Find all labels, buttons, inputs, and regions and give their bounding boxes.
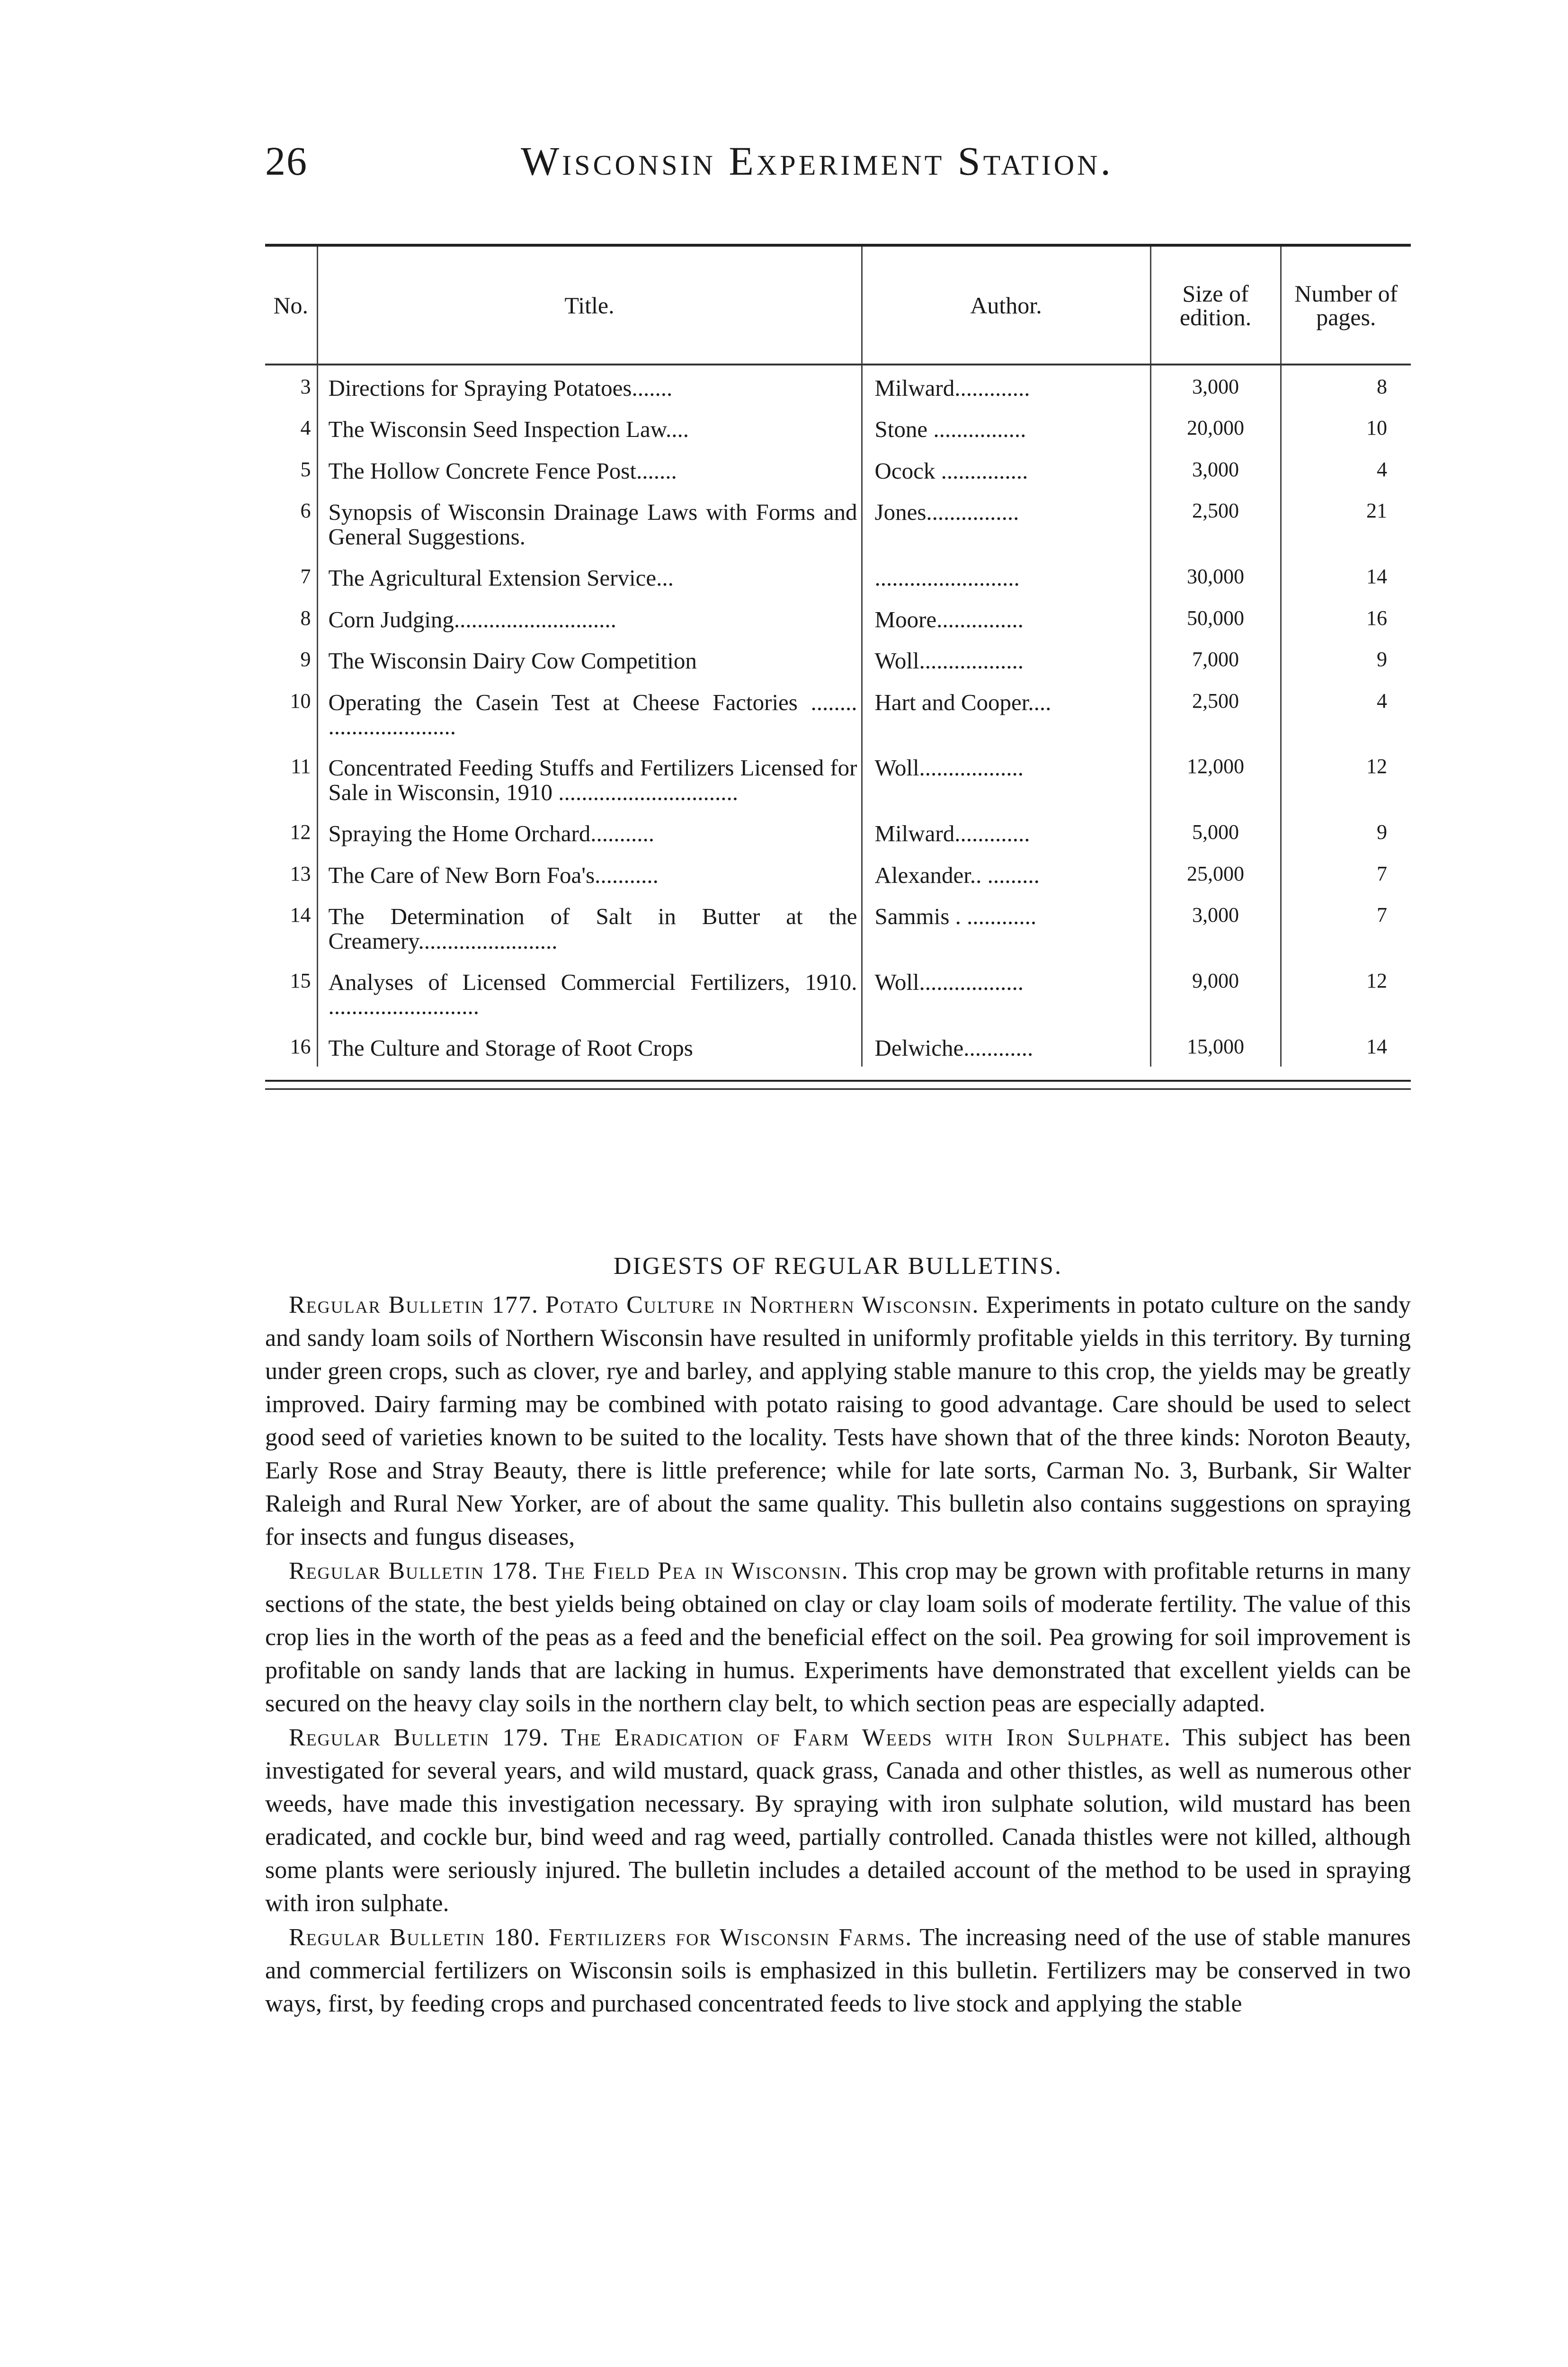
cell-no: 3 [300, 375, 311, 398]
cell-size: 3,000 [1150, 448, 1281, 489]
cell-title: The Wisconsin Dairy Cow Competition [317, 638, 862, 679]
cell-no: 16 [290, 1034, 311, 1058]
cell-no: 13 [290, 862, 311, 885]
table-row [265, 680, 1411, 746]
cell-no: 7 [300, 565, 311, 588]
cell-pages: 4 [1281, 448, 1411, 489]
cell-pages: 10 [1281, 407, 1411, 448]
cell-author: Woll.................. [862, 638, 1150, 679]
cell-title: The Hollow Concrete Fence Post....... [317, 448, 862, 489]
cell-size: 9,000 [1150, 960, 1281, 1025]
cell-size: 7,000 [1150, 638, 1281, 679]
bulletin-title: The Eradication of Farm Weeds with Iron Sulphate. [561, 1724, 1171, 1751]
cell-pages: 12 [1281, 960, 1411, 1025]
header-author: Author. [862, 247, 1150, 365]
bulletin-title: Fertilizers for Wisconsin Farms. [548, 1924, 913, 1951]
cell-size: 25,000 [1150, 853, 1281, 894]
table-row [265, 960, 1411, 1025]
cell-title: Corn Judging............................ [317, 597, 862, 638]
digest-paragraph [265, 1289, 1411, 1554]
cell-pages: 9 [1281, 811, 1411, 852]
table-row [265, 597, 1411, 638]
digest-entries [265, 1289, 1411, 2020]
cell-pages: 4 [1281, 680, 1411, 746]
table-row [265, 638, 1411, 679]
table-row [265, 894, 1411, 960]
bulletin-body: This crop may be grown with profitable returns in many sections of the state, the best yields being obtained on clay or clay loam soils of moderate fertility. The value of this crop lies in the worth of the peas as a feed and the beneficial effect on the soil. Pea growing for soil improvement is profitable on sandy lands that are lacking in humus. Experiments have demonstrated that excellent yields can be secured on the heavy clay soils in the northern clay belt, to which section peas are especially adapted. [265, 1557, 1411, 1717]
cell-no: 10 [290, 689, 311, 712]
cell-pages: 16 [1281, 597, 1411, 638]
running-title: Wisconsin Experiment Station. [521, 138, 1114, 184]
cell-pages: 21 [1281, 489, 1411, 555]
table-row [265, 811, 1411, 852]
cell-title: Spraying the Home Orchard........... [317, 811, 862, 852]
cell-title: The Agricultural Extension Service... [317, 555, 862, 596]
bulletin-title: The Field Pea in Wisconsin. [545, 1557, 849, 1584]
digests-heading: DIGESTS OF REGULAR BULLETINS. [614, 1253, 1062, 1280]
table-row [265, 448, 1411, 489]
cell-pages: 14 [1281, 555, 1411, 596]
digest-paragraph [265, 1921, 1411, 2020]
cell-pages: 8 [1281, 365, 1411, 407]
cell-author: Alexander.. ......... [862, 853, 1150, 894]
page-number: 26 [265, 138, 308, 184]
cell-no: 14 [290, 903, 311, 927]
cell-title: Synopsis of Wisconsin Drainage Laws with Forms and General Suggestions. [317, 489, 862, 555]
cell-size: 20,000 [1150, 407, 1281, 448]
cell-title: Directions for Spraying Potatoes....... [317, 365, 862, 407]
bulletin-label: Regular Bulletin 178. [289, 1557, 539, 1584]
cell-size: 2,500 [1150, 680, 1281, 746]
cell-no: 15 [290, 969, 311, 992]
cell-author: ......................... [862, 555, 1150, 596]
table-bottom-rule [265, 1080, 1411, 1082]
cell-title: The Care of New Born Foa's........... [317, 853, 862, 894]
table-row [265, 1025, 1411, 1067]
cell-author: Delwiche............ [862, 1025, 1150, 1067]
cell-pages: 7 [1281, 894, 1411, 960]
cell-author: Jones................ [862, 489, 1150, 555]
cell-pages: 7 [1281, 853, 1411, 894]
table-body [265, 365, 1411, 1067]
bulletin-label: Regular Bulletin 180. [289, 1924, 541, 1951]
cell-title: The Determination of Salt in Butter at the Creamery........................ [317, 894, 862, 960]
bulletin-body: The increasing need of the use of stable manures and commercial fertilizers on Wisconsin soils is emphasized in this bulletin. Fertilizers may be conserved in two ways, first, by feeding crops and purchased concentrated feeds to live stock and applying the stable [265, 1924, 1411, 2017]
table-row [265, 489, 1411, 555]
table-row [265, 853, 1411, 894]
page-header [0, 137, 1568, 199]
header-title: Title. [317, 247, 862, 365]
cell-size: 5,000 [1150, 811, 1281, 852]
cell-title: Analyses of Licensed Commercial Fertilizers, 1910. .......................... [317, 960, 862, 1025]
table-row [265, 555, 1411, 596]
table-row [265, 365, 1411, 407]
digest-paragraph [265, 1721, 1411, 1920]
cell-pages: 9 [1281, 638, 1411, 679]
cell-no: 8 [300, 606, 311, 630]
bulletin-body: This subject has been investigated for several years, and wild mustard, quack grass, Canada and other thistles, as well as numerous other weeds, have made this investigation necessary. By spraying with iron sulphate solution, wild mustard has been eradicated, and cockle bur, bind weed and rag weed, partially controlled. Canada thistles were not killed, although some plants were seriously injured. The bulletin includes a detailed account of the method to be used in spraying with iron sulphate. [265, 1724, 1411, 1917]
cell-title: The Wisconsin Seed Inspection Law.... [317, 407, 862, 448]
cell-title: Concentrated Feeding Stuffs and Fertilizers Licensed for Sale in Wisconsin, 1910 ............................... [317, 745, 862, 811]
cell-title: Operating the Casein Test at Cheese Factories ........ ...................... [317, 680, 862, 746]
table-header-row [265, 247, 1411, 365]
cell-size: 15,000 [1150, 1025, 1281, 1067]
cell-author: Sammis . ............ [862, 894, 1150, 960]
table-row [265, 407, 1411, 448]
cell-size: 3,000 [1150, 894, 1281, 960]
table-row [265, 745, 1411, 811]
bulletin-label: Regular Bulletin 179. [289, 1724, 550, 1751]
header-pages: Number of pages. [1281, 247, 1411, 365]
cell-author: Milward............. [862, 365, 1150, 407]
bulletin-body: Experiments in potato culture on the sandy and sandy loam soils of Northern Wisconsin have resulted in uniformly profitable yields in this territory. By turning under green crops, such as clover, rye and barley, and applying stable manure to this crop, the yields may be greatly improved. Dairy farming may be combined with potato raising to good advantage. Care should be used to select good seed of varieties known to be suited to the locality. Tests have shown that of the three kinds: Noroton Beauty, Early Rose and Stray Beauty, there is little preference; while for late sorts, Carman No. 3, Burbank, Sir Walter Raleigh and Rural New Yorker, are of about the same quality. This bulletin also contains suggestions on spraying for insects and fungus diseases, [265, 1291, 1411, 1550]
header-no: No. [265, 247, 317, 365]
cell-no: 6 [300, 499, 311, 523]
cell-author: Milward............. [862, 811, 1150, 852]
cell-pages: 12 [1281, 745, 1411, 811]
cell-author: Hart and Cooper.... [862, 680, 1150, 746]
cell-author: Woll.................. [862, 745, 1150, 811]
cell-author: Ocock ............... [862, 448, 1150, 489]
cell-no: 12 [290, 820, 311, 844]
cell-title: The Culture and Storage of Root Crops [317, 1025, 862, 1067]
header-size: Size of edition. [1150, 247, 1281, 365]
cell-no: 11 [291, 755, 311, 778]
digests-section [265, 1250, 1411, 2021]
digest-paragraph [265, 1555, 1411, 1720]
cell-no: 9 [300, 648, 311, 671]
bulletin-title: Potato Culture in Northern Wisconsin. [545, 1291, 980, 1318]
cell-size: 3,000 [1150, 365, 1281, 407]
bulletin-table-section [265, 244, 1411, 1090]
table-bottom-rule-2 [265, 1088, 1411, 1090]
cell-author: Stone ................ [862, 407, 1150, 448]
bulletin-table [265, 247, 1411, 1067]
cell-no: 4 [300, 416, 311, 440]
cell-size: 2,500 [1150, 489, 1281, 555]
cell-pages: 14 [1281, 1025, 1411, 1067]
cell-no: 5 [300, 457, 311, 481]
cell-size: 50,000 [1150, 597, 1281, 638]
cell-author: Woll.................. [862, 960, 1150, 1025]
cell-size: 30,000 [1150, 555, 1281, 596]
bulletin-label: Regular Bulletin 177. [289, 1291, 539, 1318]
cell-size: 12,000 [1150, 745, 1281, 811]
cell-author: Moore............... [862, 597, 1150, 638]
